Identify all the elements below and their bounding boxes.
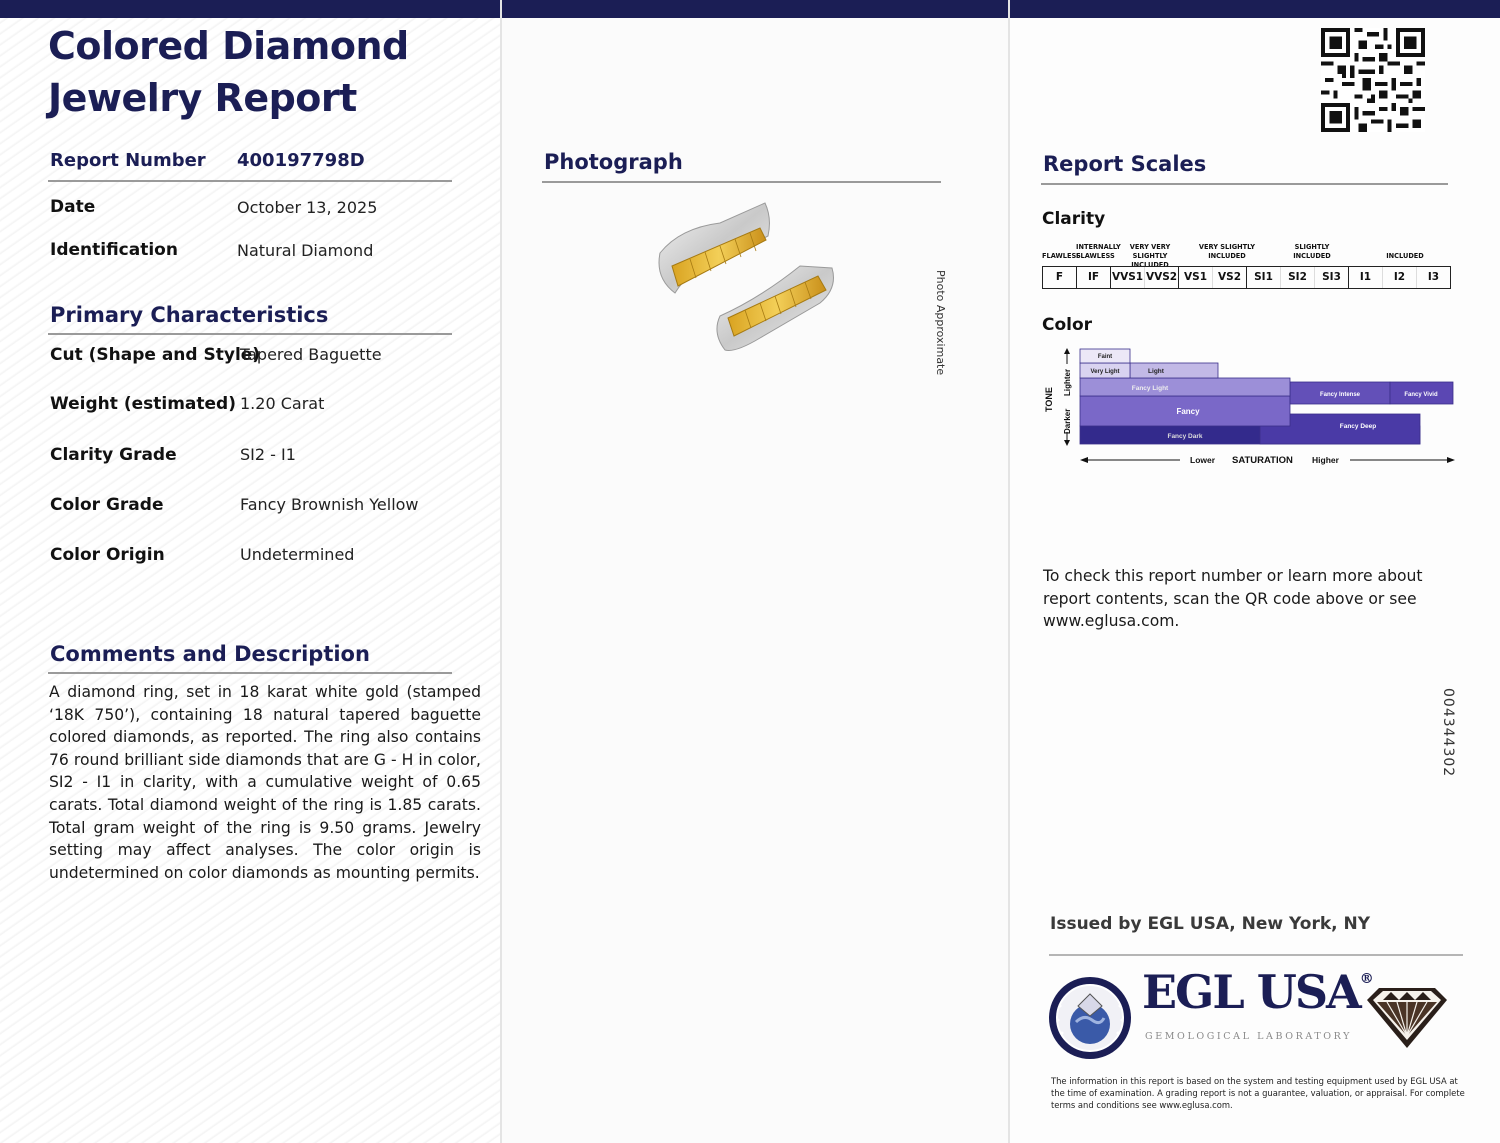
clarity-grade-cell: VVS2 xyxy=(1145,267,1179,288)
photograph-heading: Photograph xyxy=(544,150,683,174)
clarity-scale-heading: Clarity xyxy=(1042,209,1106,229)
report-title-line2: Jewelry Report xyxy=(48,76,357,120)
color-label-fancy-intense: Fancy Intense xyxy=(1319,392,1361,398)
divider xyxy=(48,333,452,335)
divider xyxy=(1041,183,1448,185)
identification-label: Identification xyxy=(50,240,178,260)
photograph-panel xyxy=(502,18,1008,1143)
color-label-fancy-light: Fancy Light xyxy=(1131,385,1169,392)
weight-value: 1.20 Carat xyxy=(240,394,325,413)
ring-photograph xyxy=(650,198,840,358)
egl-usa-wordmark xyxy=(1142,965,1374,1019)
clarity-grade-cell: VVS1 xyxy=(1111,267,1145,288)
verification-note: To check this report number or learn more about report contents, scan the QR code above or see www.eglusa.com. xyxy=(1043,567,1423,630)
cut-value: Tapered Baguette xyxy=(240,345,382,364)
clarity-group-label: INCLUDED xyxy=(1386,252,1424,260)
cut-label: Cut (Shape and Style) xyxy=(50,345,261,365)
registered-mark: ® xyxy=(1359,971,1374,987)
report-number-value: 400197798D xyxy=(237,150,365,171)
divider xyxy=(1049,954,1463,956)
clarity-grade-cell: IF xyxy=(1077,267,1111,288)
tone-darker-label: Darker xyxy=(1063,408,1072,434)
clarity-grade-cell: I2 xyxy=(1383,267,1417,288)
comments-heading: Comments and Description xyxy=(50,642,370,666)
saturation-lower-label: Lower xyxy=(1190,455,1216,465)
date-value: October 13, 2025 xyxy=(237,198,378,217)
color-scale-chart xyxy=(1040,344,1460,469)
comments-text: A diamond ring, set in 18 karat white gold (stamped ‘18K 750’), containing 18 natural tapered baguette colored diamonds, as reported. The ring also contains 76 round brilliant side diamonds that are G - H in color, SI2 - I1 in clarity, with a cumulative weight of 0.65 carats. Total diamond weight of the ring is 1.85 carats. Total gram weight of the ring is 9.50 grams. Jewelry setting may affect analyses. The color origin is undetermined on color diamonds as mounting permits. xyxy=(49,683,481,882)
color-label-very-light: Very Light xyxy=(1090,369,1120,375)
clarity-grade-cell: I3 xyxy=(1427,271,1440,283)
color-origin-label: Color Origin xyxy=(50,545,165,565)
color-label-fancy: Fancy xyxy=(1176,407,1200,416)
report-title xyxy=(48,20,409,124)
color-label-fancy-vivid: Fancy Vivid xyxy=(1404,392,1438,398)
saturation-axis-label: SATURATION xyxy=(1232,455,1293,466)
clarity-group-label: SLIGHTLY INCLUDED xyxy=(1293,243,1331,260)
clarity-group-label: VERY SLIGHTLY INCLUDED xyxy=(1198,243,1256,260)
color-grade-label: Color Grade xyxy=(50,495,164,515)
clarity-grade-cell: F xyxy=(1043,267,1077,288)
diamond-icon xyxy=(1365,986,1449,1050)
serial-number: 004344302 xyxy=(1440,688,1456,778)
divider xyxy=(542,181,941,183)
issued-by: Issued by EGL USA, New York, NY xyxy=(1050,914,1371,934)
clarity-grade-label: Clarity Grade xyxy=(50,445,177,465)
clarity-group-label: FLAWLESS xyxy=(1042,252,1081,260)
clarity-grade-cell: VS2 xyxy=(1213,267,1247,288)
brand-name: EGL USA xyxy=(1142,965,1360,1019)
color-label-fancy-dark: Fancy Dark xyxy=(1167,433,1203,440)
color-grade-value: Fancy Brownish Yellow xyxy=(240,495,419,514)
tone-lighter-label: Lighter xyxy=(1063,368,1072,396)
primary-characteristics-heading: Primary Characteristics xyxy=(50,303,329,327)
egl-seal-logo xyxy=(1046,976,1134,1060)
identification-value: Natural Diamond xyxy=(237,241,374,260)
clarity-group-label: VERY VERY SLIGHTLY INCLUDED xyxy=(1129,243,1171,269)
clarity-grade-value: SI2 - I1 xyxy=(240,445,296,464)
clarity-group-label: INTERNALLY FLAWLESS xyxy=(1076,243,1121,260)
color-region-fancy-light xyxy=(1080,378,1290,396)
top-border-bar xyxy=(0,0,1500,18)
clarity-grade-cell: SI1 xyxy=(1247,267,1281,288)
brand-subtitle: GEMOLOGICAL LABORATORY xyxy=(1145,1031,1353,1042)
report-title-line1: Colored Diamond xyxy=(48,24,409,68)
date-label: Date xyxy=(50,197,96,217)
disclaimer: The information in this report is based on the system and testing equipment used by EGL USA at the time of examination. A grading report is not a guarantee, valuation, or appraisal. For complete terms and conditions see www.eglusa.com. xyxy=(1051,1076,1465,1110)
weight-label: Weight (estimated) xyxy=(50,394,236,414)
color-region-light xyxy=(1130,363,1218,378)
divider xyxy=(48,672,452,674)
color-label-faint: Faint xyxy=(1097,354,1113,360)
photo-approximate-caption: Photo Approximate xyxy=(934,270,947,376)
report-number-label: Report Number xyxy=(50,150,206,171)
clarity-grade-cell: I1 xyxy=(1349,267,1383,288)
clarity-grade-cell: SI2 xyxy=(1281,267,1315,288)
saturation-higher-label: Higher xyxy=(1312,455,1339,465)
report-panel-left xyxy=(0,18,500,1143)
clarity-grade-cell: SI3 xyxy=(1315,267,1349,288)
color-label-light: Light xyxy=(1148,368,1164,375)
report-scales-heading: Report Scales xyxy=(1043,152,1207,176)
tone-axis-label: TONE xyxy=(1044,387,1054,412)
qr-code-icon xyxy=(1321,28,1425,132)
color-label-fancy-deep: Fancy Deep xyxy=(1339,423,1377,430)
color-origin-value: Undetermined xyxy=(240,545,355,564)
divider xyxy=(48,180,452,182)
clarity-scale xyxy=(1042,266,1451,289)
color-scale-heading: Color xyxy=(1042,315,1093,335)
clarity-grade-cell: VS1 xyxy=(1179,267,1213,288)
